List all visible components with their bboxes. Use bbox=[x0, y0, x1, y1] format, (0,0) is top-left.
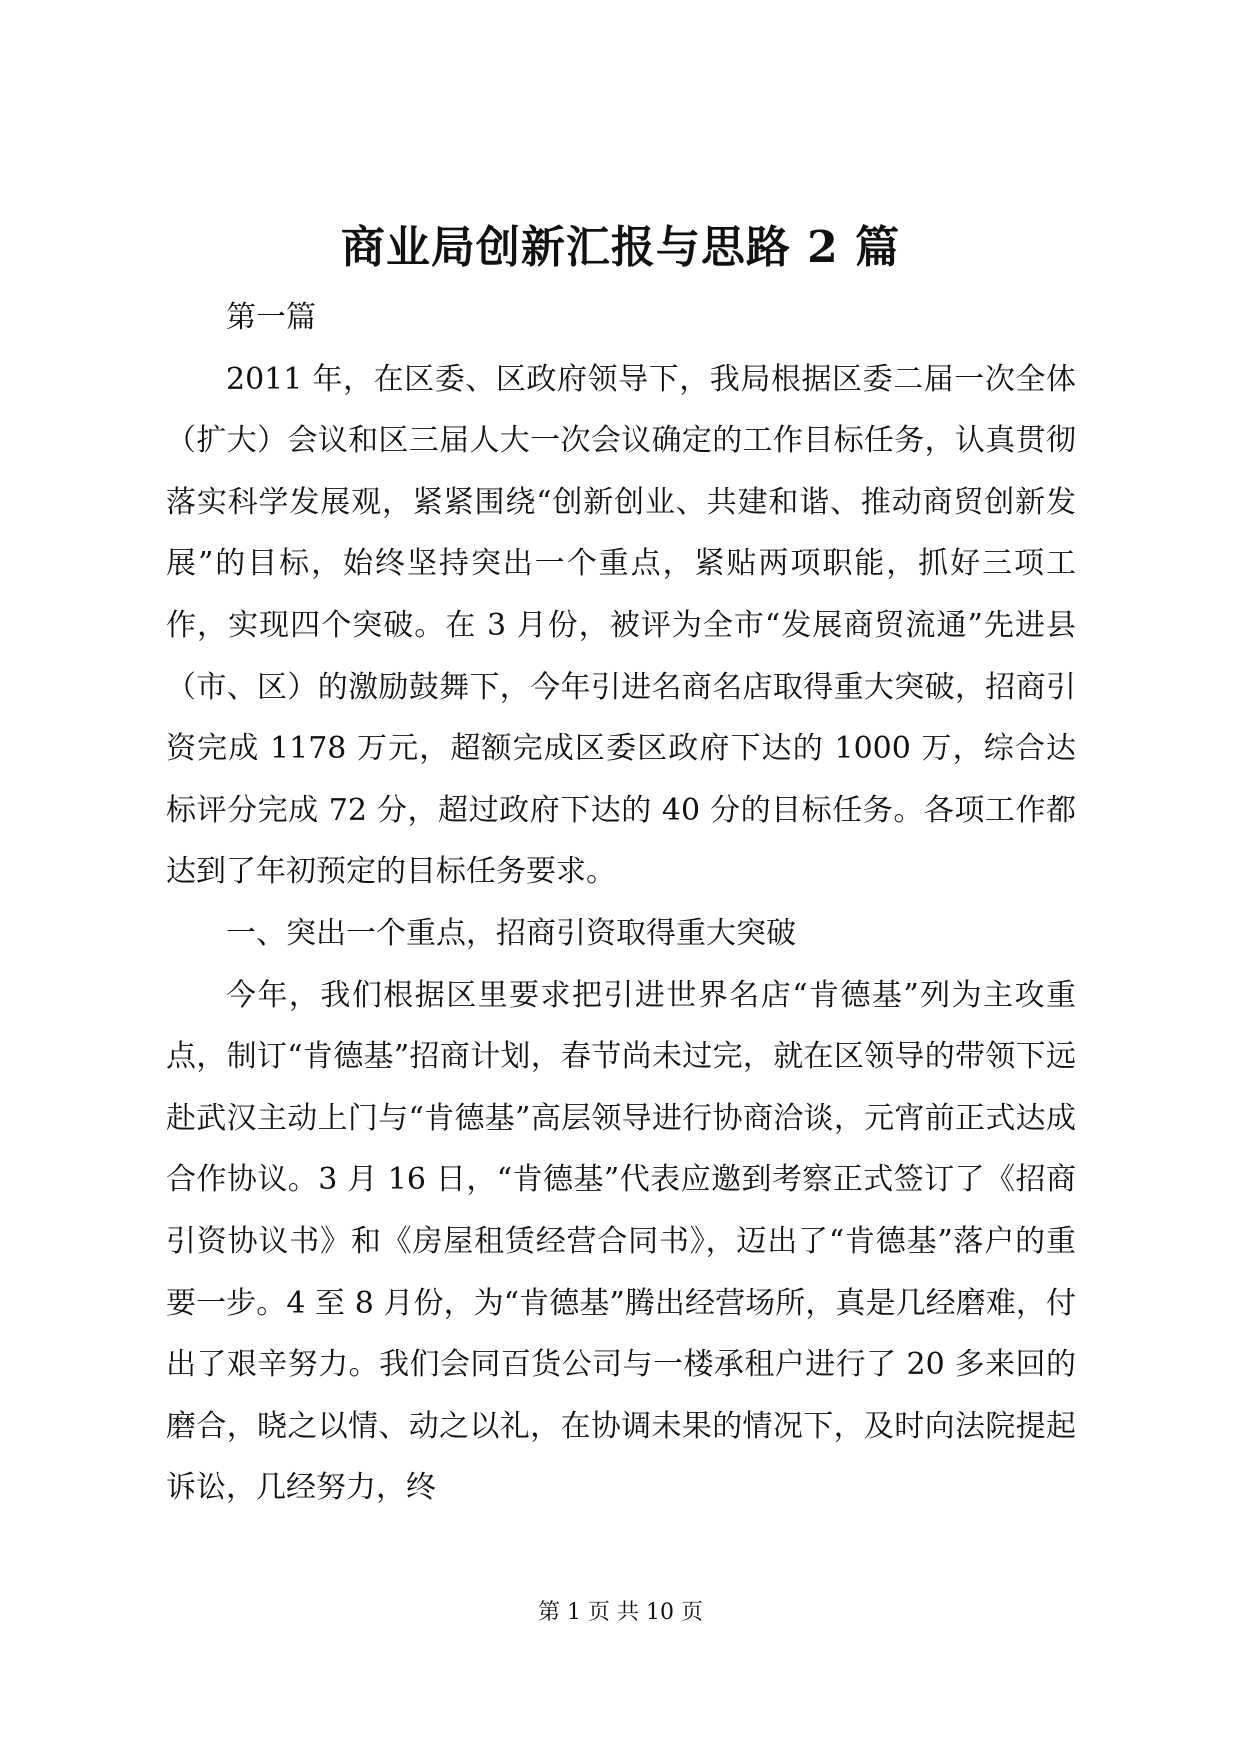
body-paragraph: 2011 年，在区委、区政府领导下，我局根据区委二届一次全体（扩大）会议和区三届人大一次会议确定的工作目标任务，认真贯彻落实科学发展观，紧紧围绕“创新创业、共建和谐、推动商贸创新发展”的目标，始终坚持突出一个重点，紧贴两项职能，抓好三项工作，实现四个突破。在 3 月份，被评为全市“发展商贸流通”先进县（市、区）的激励鼓舞下，今年引进名商名店取得重大突破，招商引资完成 1178 万元，超额完成区委区政府下达的 1000 万，综合达标评分完成 72 分，超过政府下达的 40 分的目标任务。各项工作都达到了年初预定的目标任务要求。 bbox=[166, 361, 1076, 890]
document-body bbox=[166, 287, 1076, 1519]
document-title: 商业局创新汇报与思路 2 篇 bbox=[340, 222, 901, 273]
section-heading: 第一篇 bbox=[226, 300, 316, 335]
body-paragraph: 今年，我们根据区里要求把引进世界名店“肯德基”列为主攻重点，制订“肯德基”招商计划，春节尚未过完，就在区领导的带领下远赴武汉主动上门与“肯德基”高层领导进行协商洽谈，元宵前正式达成合作协议。3 月 16 日，“肯德基”代表应邀到考察正式签订了《招商引资协议书》和《房屋租赁经营合同书》，迈出了“肯德基”落户的重要一步。4 至 8 月份，为“肯德基”腾出经营场所，真是几经磨难，付出了艰辛努力。我们会同百货公司与一楼承租户进行了 20 多来回的磨合，晓之以情、动之以礼，在协调未果的情况下，及时向法院提起诉讼，几经努力，终 bbox=[166, 977, 1076, 1506]
subsection-heading: 一、突出一个重点，招商引资取得重大突破 bbox=[226, 915, 796, 951]
page-footer: 第 1 页 共 10 页 bbox=[538, 1600, 703, 1625]
